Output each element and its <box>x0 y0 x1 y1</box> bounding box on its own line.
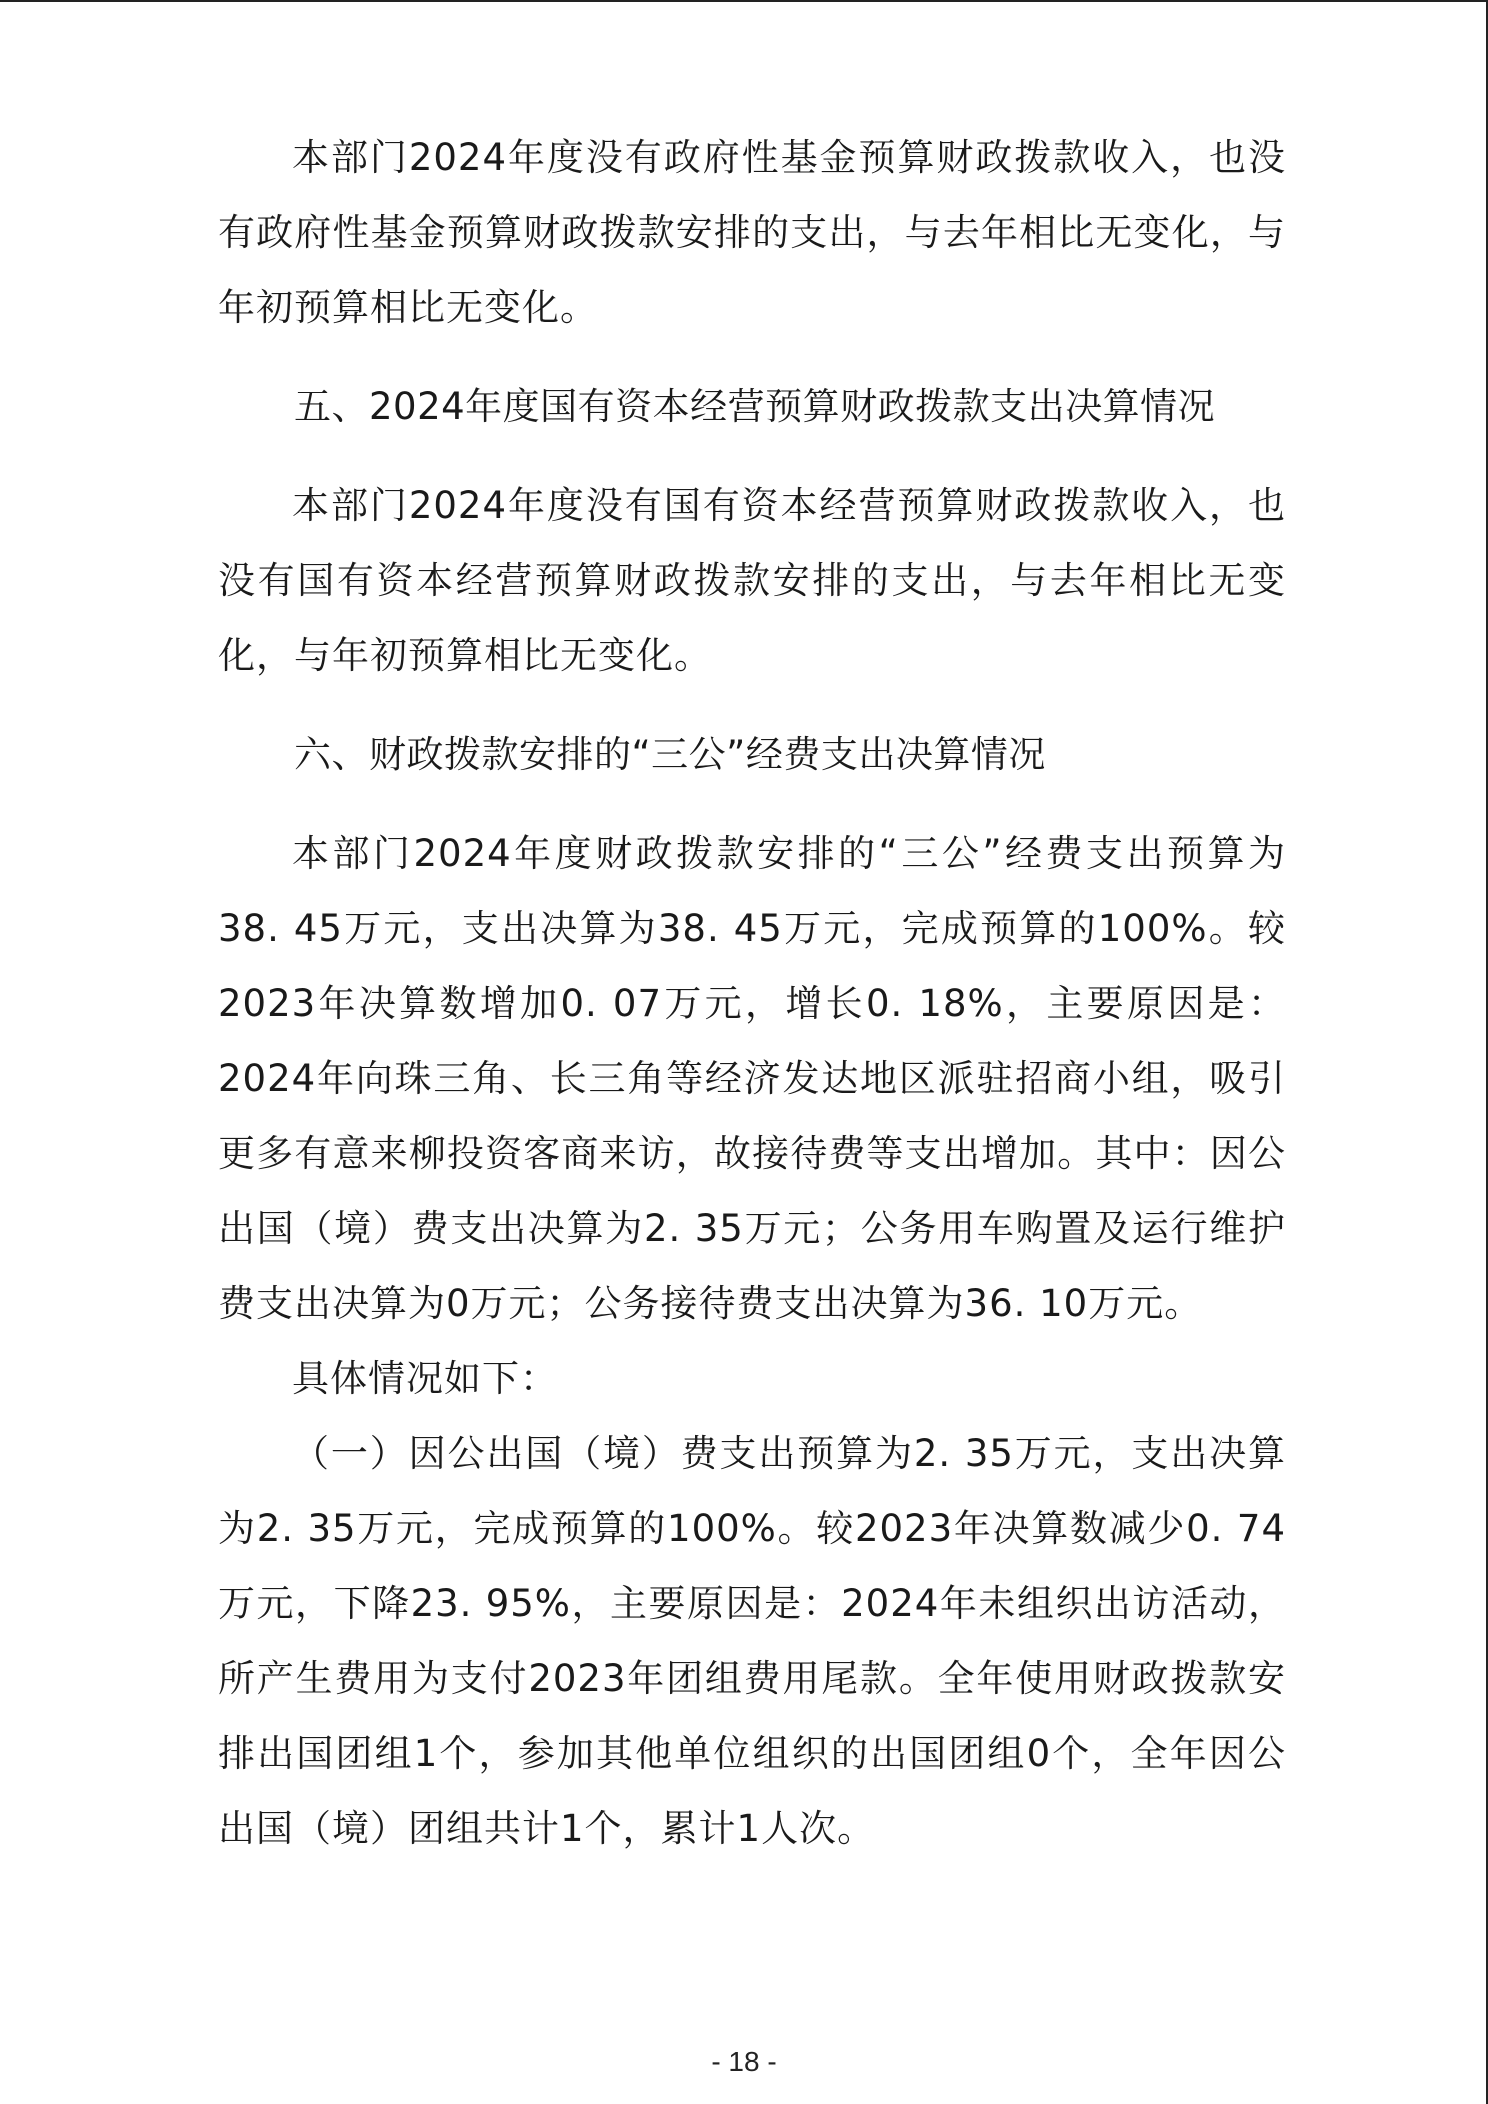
page-body <box>218 120 1286 1866</box>
paragraph-details-intro: 具体情况如下： <box>292 1357 558 1400</box>
section-heading-6: 六、财政拨款安排的“三公”经费支出决算情况 <box>294 733 1046 776</box>
paragraph-government-fund: 本部门2024年度没有政府性基金预算财政拨款收入，也没有政府性基金预算财政拨款安排的支出，与去年相比无变化，与年初预算相比无变化。 <box>218 136 1286 329</box>
page-number: - 18 - <box>711 2046 777 2077</box>
section-heading-5: 五、2024年度国有资本经营预算财政拨款支出决算情况 <box>294 385 1216 428</box>
paragraph-state-capital: 本部门2024年度没有国有资本经营预算财政拨款收入，也没有国有资本经营预算财政拨款安排的支出，与去年相比无变化，与年初预算相比无变化。 <box>218 484 1286 677</box>
paragraph-three-public-expenses: 本部门2024年度财政拨款安排的“三公”经费支出预算为38. 45万元，支出决算为38. 45万元，完成预算的100%。较2023年决算数增加0. 07万元，增长0. 18%，主要原因是：2024年向珠三角、长三角等经济发达地区派驻招商小组，吸引更多有意来柳投资客商来访，故接待费等支出增加。其中：因公出国（境）费支出决算为2. 35万元；公务用车购置及运行维护费支出决算为0万元；公务接待费支出决算为36. 10万元。 <box>218 832 1286 1325</box>
paragraph-overseas-travel: （一）因公出国（境）费支出预算为2. 35万元，支出决算为2. 35万元，完成预算的100%。较2023年决算数减少0. 74万元，下降23. 95%，主要原因是：2024年未组织出访活动，所产生费用为支付2023年团组费用尾款。全年使用财政拨款安排出国团组1个，参加其他单位组织的出国团组0个，全年因公出国（境）团组共计1个，累计1人次。 <box>218 1432 1286 1850</box>
